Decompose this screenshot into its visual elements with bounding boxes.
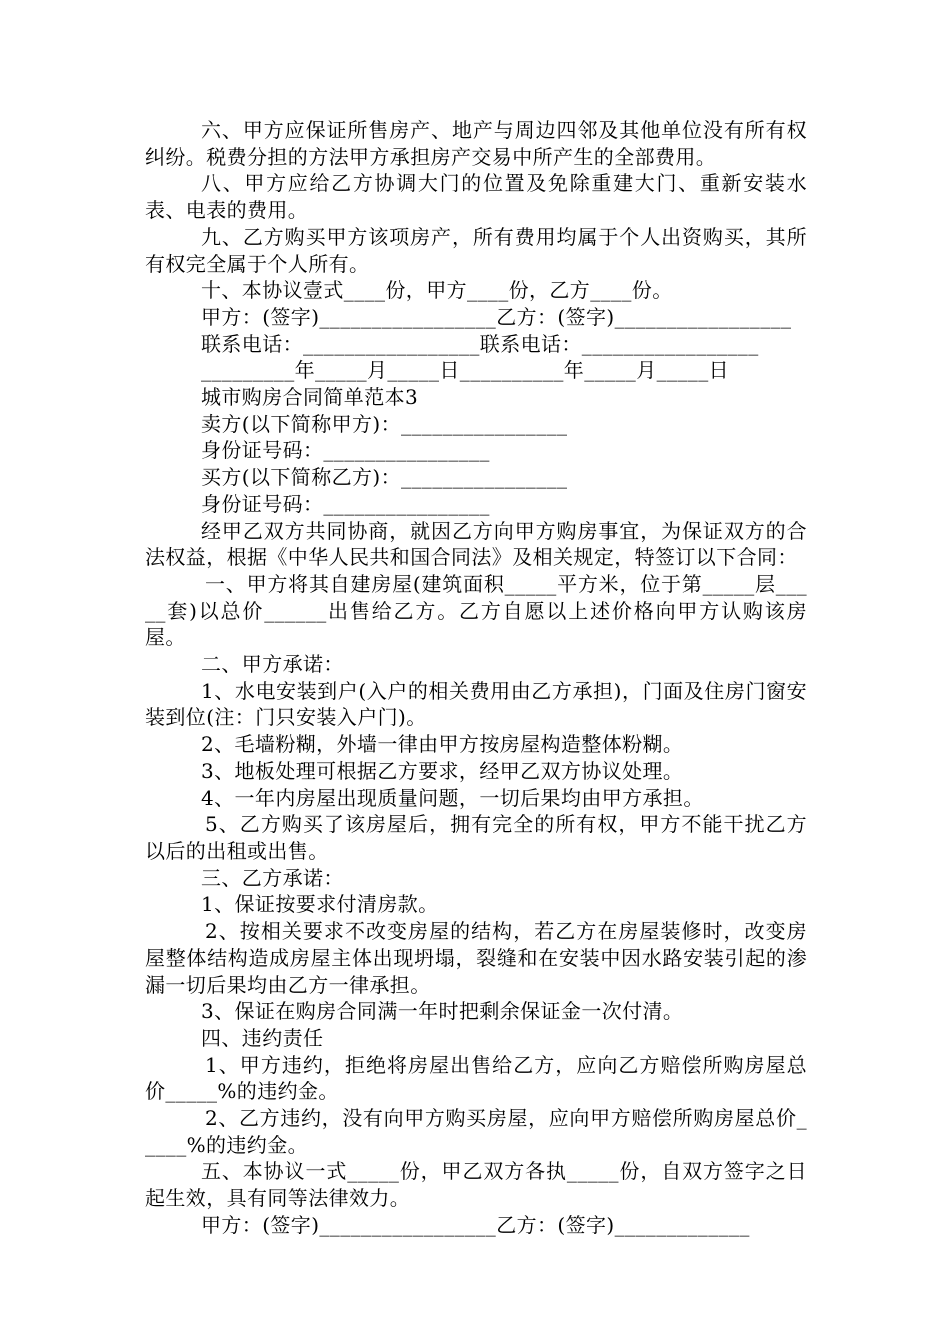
clause-9: 九、乙方购买甲方该项房产，所有费用均属于个人出资购买，其所有权完全属于个人所有。	[145, 224, 807, 276]
section-title: 城市购房合同简单范本3	[201, 385, 419, 410]
final-signature-line: 甲方：(签字)_________________乙方：(签字)_____________	[201, 1212, 750, 1237]
article-1: 一、甲方将其自建房屋(建筑面积_____平方米，位于第_____层_____套)以总价______出售给乙方。乙方自愿以上述价格向甲方认购该房屋。	[145, 571, 807, 650]
article-2-item-4: 4、一年内房屋出现质量问题，一切后果均由甲方承担。	[201, 785, 704, 810]
clause-8: 八、甲方应给乙方协调大门的位置及免除重建大门、重新安装水表、电表的费用。	[145, 171, 807, 223]
article-2-item-2: 2、毛墙粉糊，外墙一律由甲方按房屋构造整体粉糊。	[201, 732, 684, 757]
preamble: 经甲乙双方共同协商，就因乙方向甲方购房事宜，为保证双方的合法权益，根据《中华人民共和国合同法》及相关规定，特签订以下合同：	[145, 518, 807, 570]
article-5: 五、本协议一式_____份，甲乙双方各执_____份，自双方签字之日起生效，具有同等法律效力。	[145, 1159, 807, 1211]
clause-6: 六、甲方应保证所售房产、地产与周边四邻及其他单位没有所有权纠纷。税费分担的方法甲方承担房产交易中所产生的全部费用。	[145, 118, 807, 169]
article-2-item-5: 5、乙方购买了该房屋后，拥有完全的所有权，甲方不能干扰乙方以后的出租或出售。	[145, 812, 807, 863]
seller-field: 卖方(以下简称甲方)：________________	[201, 411, 568, 436]
article-4-heading: 四、违约责任	[201, 1025, 324, 1050]
buyer-id-field: 身份证号码：________________	[201, 491, 490, 516]
phone-line: 联系电话：_________________联系电话：_________________	[201, 331, 759, 356]
seller-id-field: 身份证号码：________________	[201, 438, 490, 463]
buyer-field: 买方(以下简称乙方)：________________	[201, 465, 568, 490]
article-3-item-2: 2、按相关要求不改变房屋的结构，若乙方在房屋装修时，改变房屋整体结构造成房屋主体出现坍塌，裂缝和在安装中因水路安装引起的渗漏一切后果均由乙方一律承担。	[145, 919, 807, 997]
date-line: _________年_____月_____日__________年_____月_____日	[201, 358, 729, 383]
contract-text	[145, 117, 807, 1239]
article-3-item-1: 1、保证按要求付清房款。	[201, 892, 439, 917]
clause-10: 十、本协议壹式____份，甲方____份，乙方____份。	[201, 278, 673, 303]
article-3-item-3: 3、保证在购房合同满一年时把剩余保证金一次付清。	[201, 999, 684, 1024]
article-2-item-1: 1、水电安装到户(入户的相关费用由乙方承担)，门面及住房门窗安装到位(注：门只安装入户门)。	[145, 678, 807, 730]
signature-line: 甲方：(签字)_________________乙方：(签字)_________________	[201, 304, 792, 329]
article-2-heading: 二、甲方承诺：	[201, 652, 344, 677]
article-4-item-1: 1、甲方违约，拒绝将房屋出售给乙方，应向乙方赔偿所购房屋总价_____%的违约金。	[145, 1052, 807, 1104]
article-3-heading: 三、乙方承诺：	[201, 865, 344, 890]
article-4-item-2: 2、乙方违约，没有向甲方购买房屋，应向甲方赔偿所购房屋总价_____%的违约金。	[145, 1106, 807, 1157]
article-2-item-3: 3、地板处理可根据乙方要求，经甲乙双方协议处理。	[201, 758, 684, 783]
